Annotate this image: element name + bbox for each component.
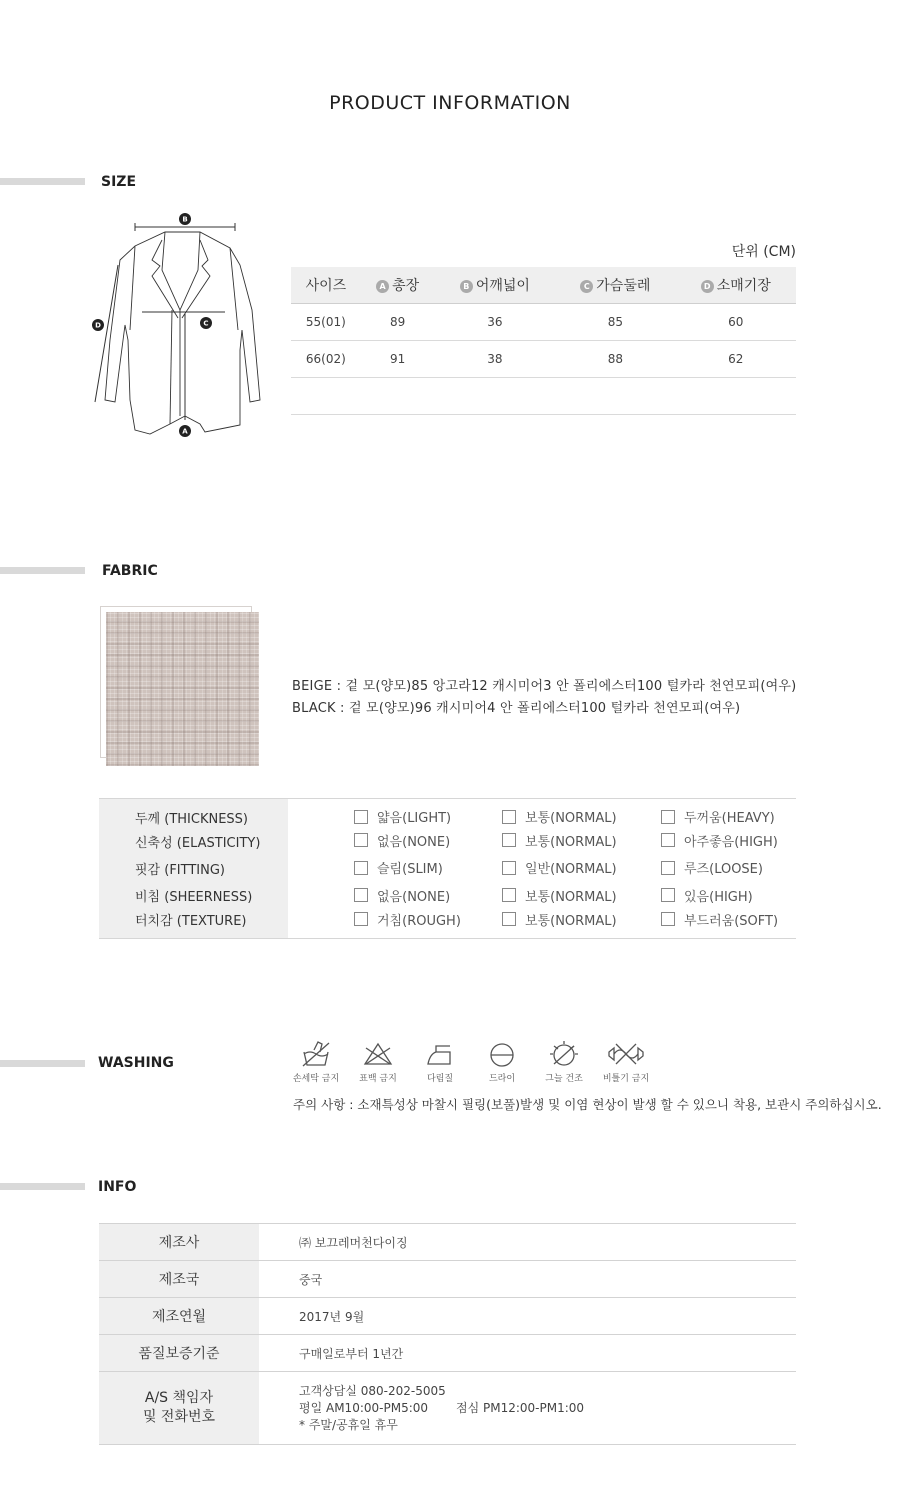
option-label: 거침(ROUGH) [377, 913, 461, 929]
attribute-label: 핏감 (FITTING) [99, 855, 288, 882]
info-key: 제조연월 [99, 1298, 259, 1335]
wash-item [471, 1040, 533, 1084]
diagram-marker-c: C [203, 319, 209, 328]
table-row [99, 1335, 796, 1372]
wash-item [595, 1040, 657, 1084]
section-title-fabric: FABRIC [102, 563, 158, 579]
bleach-prohibited-icon [362, 1040, 394, 1068]
size-header-sleeve: D 소매기장 [676, 267, 796, 303]
size-cell: 85 [555, 303, 675, 340]
attribute-label: 신축성 (ELASTICITY) [99, 828, 288, 855]
table-row [99, 1372, 796, 1445]
marker-d-icon: D [701, 280, 714, 293]
as-lunch: 점심 PM12:00-PM1:00 [456, 1400, 585, 1415]
table-row [99, 910, 796, 939]
size-cell: 36 [435, 303, 555, 340]
size-cell: 89 [361, 303, 435, 340]
info-value: 2017년 9월 [259, 1298, 796, 1335]
option-label: 없음(NONE) [377, 834, 451, 850]
info-key: 품질보증기준 [99, 1335, 259, 1372]
checkbox[interactable] [354, 888, 368, 902]
size-table-header [291, 267, 796, 303]
option-label: 루즈(LOOSE) [684, 862, 763, 878]
fabric-composition-black: BLACK : 겉 모(양모)96 캐시미어4 안 폴리에스터100 털카라 천연모피(여우) [292, 701, 741, 716]
washing-icons [285, 1040, 657, 1084]
option-label: 두꺼움(HEAVY) [684, 811, 775, 826]
option-label: 있음(HIGH) [684, 889, 753, 905]
option-label: 보통(NORMAL) [525, 811, 617, 826]
section-bar-size [0, 178, 85, 185]
as-holiday: * 주말/공휴일 휴무 [299, 1417, 398, 1432]
marker-a-icon: A [376, 280, 389, 293]
size-cell: 60 [676, 303, 796, 340]
table-row [99, 1224, 796, 1261]
marker-b-icon: B [460, 280, 473, 293]
attribute-label: 터치감 (TEXTURE) [99, 910, 288, 939]
wring-prohibited-icon [606, 1040, 646, 1068]
size-cell: 62 [676, 340, 796, 377]
section-title-info: INFO [98, 1179, 137, 1195]
wash-label: 그늘 건조 [545, 1074, 583, 1084]
section-title-washing: WASHING [98, 1055, 174, 1071]
table-row [99, 799, 796, 828]
attribute-label: 두께 (THICKNESS) [99, 799, 288, 828]
table-row-empty [291, 377, 796, 414]
info-key: 제조국 [99, 1261, 259, 1298]
checkbox[interactable] [502, 861, 516, 875]
option-label: 부드러움(SOFT) [684, 913, 779, 929]
checkbox[interactable] [354, 810, 368, 824]
option-label: 얇음(LIGHT) [377, 811, 452, 826]
wash-label: 비틀기 금지 [602, 1074, 650, 1084]
wash-label: 손세탁 금지 [292, 1074, 340, 1084]
section-bar-fabric [0, 567, 85, 574]
dry-clean-icon [486, 1040, 518, 1068]
wash-label: 표백 금지 [359, 1074, 397, 1084]
wash-item [533, 1040, 595, 1084]
checkbox[interactable] [502, 833, 516, 847]
as-phone: 고객상담실 080-202-5005 [299, 1383, 446, 1398]
shade-dry-icon [548, 1040, 580, 1068]
size-header-length: A 총장 [361, 267, 435, 303]
checkbox[interactable] [661, 888, 675, 902]
checkbox[interactable] [354, 861, 368, 875]
checkbox[interactable] [354, 833, 368, 847]
info-key: 제조사 [99, 1224, 259, 1261]
section-bar-washing [0, 1060, 85, 1067]
checkbox[interactable] [502, 888, 516, 902]
size-header-size: 사이즈 [291, 267, 361, 303]
section-bar-info [0, 1183, 85, 1190]
size-cell: 88 [555, 340, 675, 377]
coat-measurement-diagram [90, 210, 270, 440]
iron-icon [424, 1040, 456, 1068]
info-value: ㈜ 보끄레머천다이징 [259, 1224, 796, 1261]
size-header-shoulder: B 어깨넓이 [435, 267, 555, 303]
info-key-as: A/S 책임자 및 전화번호 [99, 1372, 259, 1445]
info-value-as [259, 1372, 796, 1445]
info-table [99, 1223, 796, 1445]
wash-item [347, 1040, 409, 1084]
option-label: 보통(NORMAL) [525, 913, 617, 929]
size-cell: 55(01) [291, 303, 361, 340]
wash-item [409, 1040, 471, 1084]
size-cell: 91 [361, 340, 435, 377]
checkbox[interactable] [661, 861, 675, 875]
fabric-attributes-table [99, 798, 796, 939]
washing-note: 주의 사항 : 소재특성상 마찰시 필링(보풀)발생 및 이염 현상이 발생 할 수 있으니 착용, 보관시 주의하십시오. [293, 1097, 882, 1112]
table-row [291, 340, 796, 377]
option-label: 슬림(SLIM) [377, 862, 443, 878]
option-label: 보통(NORMAL) [525, 889, 617, 905]
size-header-chest: C 가슴둘레 [555, 267, 675, 303]
table-row [99, 1298, 796, 1335]
checkbox[interactable] [661, 912, 675, 926]
page-title: PRODUCT INFORMATION [329, 92, 571, 114]
fabric-swatch-image [106, 612, 259, 766]
wash-label: 드라이 [488, 1074, 516, 1084]
table-row [99, 855, 796, 882]
option-label: 아주좋음(HIGH) [684, 834, 778, 850]
table-row [99, 828, 796, 855]
attribute-label: 비침 (SHEERNESS) [99, 882, 288, 909]
section-title-size: SIZE [101, 174, 137, 190]
info-value: 구매일로부터 1년간 [259, 1335, 796, 1372]
size-cell: 38 [435, 340, 555, 377]
diagram-marker-a: A [182, 427, 188, 436]
checkbox[interactable] [502, 912, 516, 926]
table-row [291, 303, 796, 340]
table-row [99, 1261, 796, 1298]
info-value: 중국 [259, 1261, 796, 1298]
wash-label: 다림질 [426, 1074, 454, 1084]
checkbox[interactable] [661, 810, 675, 824]
table-row [99, 882, 796, 909]
wash-item [285, 1040, 347, 1084]
hand-wash-prohibited-icon [300, 1040, 332, 1068]
diagram-marker-b: B [182, 215, 188, 224]
size-table [291, 267, 796, 415]
as-hours: 평일 AM10:00-PM5:00 [299, 1400, 429, 1415]
fabric-composition-beige: BEIGE : 겉 모(양모)85 앙고라12 캐시미어3 안 폴리에스터100 털카라 천연모피(여우) [292, 679, 797, 694]
diagram-marker-d: D [95, 321, 101, 330]
checkbox[interactable] [354, 912, 368, 926]
marker-c-icon: C [580, 280, 593, 293]
checkbox[interactable] [502, 810, 516, 824]
option-label: 일반(NORMAL) [525, 862, 617, 878]
option-label: 없음(NONE) [377, 889, 451, 905]
option-label: 보통(NORMAL) [525, 834, 617, 850]
checkbox[interactable] [661, 833, 675, 847]
size-cell: 66(02) [291, 340, 361, 377]
size-unit: 단위 (CM) [731, 244, 796, 260]
